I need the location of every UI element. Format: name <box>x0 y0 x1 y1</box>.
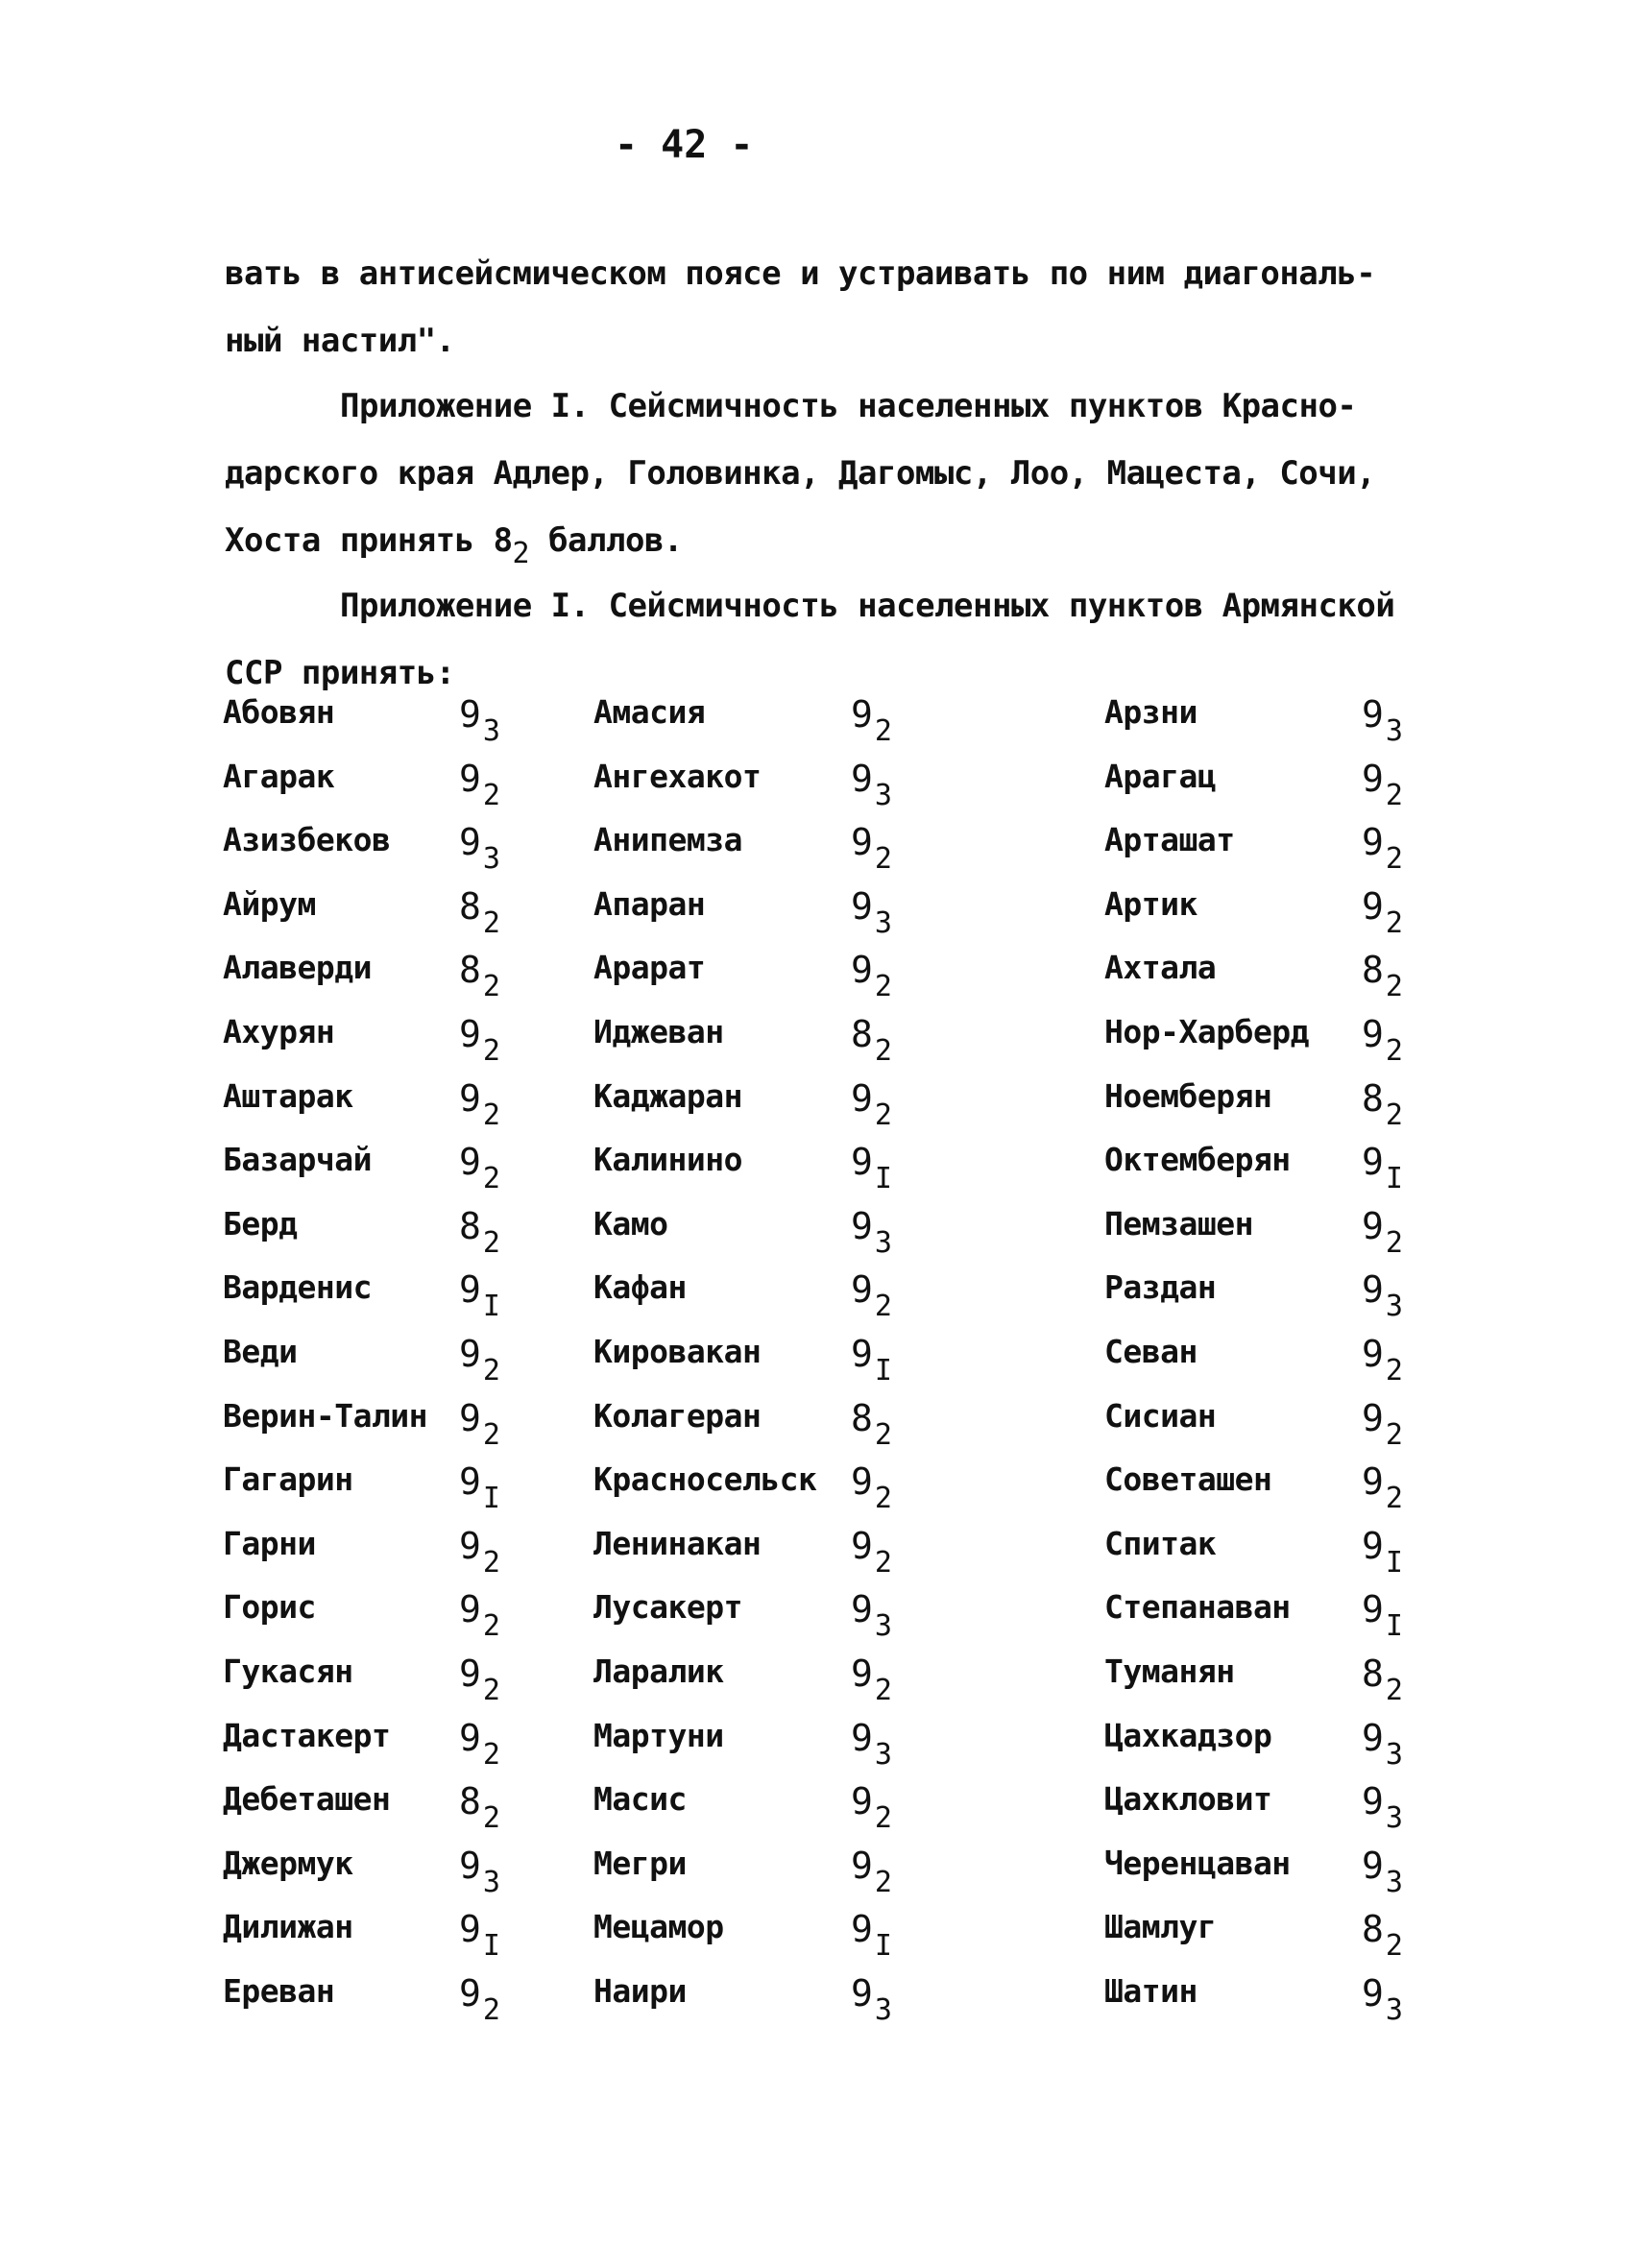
settlement-name: Мартуни <box>593 1716 724 1754</box>
score-value: 9 <box>459 1076 481 1120</box>
seismic-score <box>1362 1524 1403 1580</box>
score-subscript: 2 <box>482 1545 500 1580</box>
seismic-score <box>459 1396 500 1452</box>
settlement-name: Цахкловит <box>1104 1780 1272 1819</box>
score-value: 9 <box>459 1971 481 2015</box>
seismic-score <box>851 1141 892 1196</box>
score-value: 9 <box>851 1652 873 1695</box>
score-subscript: 2 <box>482 1673 500 1707</box>
score-subscript: 2 <box>482 1098 500 1132</box>
score-subscript: 2 <box>482 1992 500 2027</box>
settlement-name: Кировакан <box>593 1332 762 1370</box>
seismic-score <box>851 1396 892 1452</box>
score-value: 9 <box>851 949 873 992</box>
seismic-score <box>851 821 892 877</box>
settlement-name: Алаверди <box>223 949 372 987</box>
seismic-score <box>851 1012 892 1068</box>
seismic-score <box>1362 821 1403 877</box>
seismic-score <box>459 1460 500 1516</box>
seismic-score <box>1362 1588 1403 1644</box>
score-subscript: 2 <box>482 778 500 812</box>
settlement-name: Дастакерт <box>223 1716 391 1754</box>
score-value: 9 <box>459 1652 481 1695</box>
seismic-score <box>1362 1844 1403 1899</box>
seismic-score <box>1362 1141 1403 1196</box>
score-value: 8 <box>459 949 481 992</box>
score-value: 8 <box>459 1204 481 1247</box>
settlement-name: Арагац <box>1104 757 1217 795</box>
settlement-name: Арзни <box>1104 693 1197 731</box>
settlement-name: Ангехакот <box>593 757 762 795</box>
score-subscript: 2 <box>1385 970 1403 1004</box>
settlement-name: Арарат <box>593 949 706 987</box>
score-subscript: 2 <box>874 1673 892 1707</box>
score-value: 8 <box>459 1780 481 1823</box>
score-value: 9 <box>1362 1844 1384 1887</box>
score-value: 9 <box>1362 1204 1384 1247</box>
settlement-name: Туманян <box>1104 1652 1235 1690</box>
seismic-score <box>1362 1332 1403 1387</box>
paragraph-line: дарского края Адлер, Головинка, Дагомыс, Лоо, Мацеста, Сочи, <box>225 454 1376 493</box>
paragraph-armenia <box>225 572 1464 707</box>
seismic-score <box>851 1524 892 1580</box>
seismic-score <box>459 1141 500 1196</box>
settlement-name: Каджаран <box>593 1076 742 1115</box>
settlement-name: Абовян <box>223 693 335 731</box>
score-value: 9 <box>1362 1396 1384 1439</box>
seismic-score <box>851 1268 892 1324</box>
score-subscript: 3 <box>874 1609 892 1644</box>
score-subscript: 2 <box>874 842 892 877</box>
settlement-name: Ахурян <box>223 1012 335 1050</box>
seismic-score <box>851 1588 892 1644</box>
settlement-name: Артик <box>1104 884 1197 923</box>
score-subscript: I <box>874 1162 892 1196</box>
score-subscript: 2 <box>482 1225 500 1260</box>
score-subscript: 3 <box>874 1225 892 1260</box>
settlement-name: Советашен <box>1104 1460 1272 1499</box>
settlement-name: Гукасян <box>223 1652 353 1690</box>
seismic-score <box>1362 1908 1403 1964</box>
score-subscript: 3 <box>874 1992 892 2027</box>
seismic-score <box>459 1524 500 1580</box>
score-value: 9 <box>1362 821 1384 864</box>
settlement-name: Джермук <box>223 1844 353 1882</box>
score-value: 9 <box>459 1396 481 1439</box>
score-value: 9 <box>1362 1971 1384 2015</box>
seismic-score <box>1362 1780 1403 1836</box>
settlement-name: Шамлуг <box>1104 1908 1217 1946</box>
settlement-name: Ереван <box>223 1971 335 2010</box>
settlement-name: Горис <box>223 1588 316 1627</box>
seismic-score <box>459 693 500 748</box>
score-value: 9 <box>459 1524 481 1567</box>
score-value: 9 <box>1362 1524 1384 1567</box>
seismic-score <box>459 1076 500 1132</box>
score-subscript: 2 <box>874 1801 892 1836</box>
score-value: 9 <box>459 1141 481 1184</box>
score-subscript: 2 <box>482 1737 500 1772</box>
seismic-score <box>1362 1652 1403 1707</box>
settlement-name: Азизбеков <box>223 821 391 859</box>
settlement-name: Дилижан <box>223 1908 353 1946</box>
seismic-score <box>851 884 892 940</box>
seismic-score <box>459 1012 500 1068</box>
seismic-score <box>459 1652 500 1707</box>
settlement-name: Пемзашен <box>1104 1204 1253 1243</box>
score-value: 9 <box>459 693 481 736</box>
score-subscript: 2 <box>1385 1225 1403 1260</box>
score-subscript: 2 <box>874 1417 892 1452</box>
score-subscript: I <box>482 1290 500 1324</box>
score-subscript: I <box>874 1929 892 1964</box>
score-subscript: 2 <box>1385 1098 1403 1132</box>
seismic-score <box>1362 1971 1403 2027</box>
score-subscript: 3 <box>1385 1801 1403 1836</box>
settlement-name: Гарни <box>223 1524 316 1562</box>
score-value: 9 <box>1362 1012 1384 1055</box>
score-value: 9 <box>1362 1588 1384 1631</box>
score-value: 9 <box>851 1588 873 1631</box>
settlement-name: Нор-Харберд <box>1104 1012 1310 1050</box>
score-subscript: 2 <box>874 1545 892 1580</box>
seismic-score <box>1362 1460 1403 1516</box>
settlement-name: Базарчай <box>223 1141 372 1179</box>
score-subscript: 2 <box>1385 1353 1403 1387</box>
seismic-score <box>459 1588 500 1644</box>
score-subscript: 3 <box>482 842 500 877</box>
seismic-score <box>459 1268 500 1324</box>
seismic-score <box>851 1844 892 1899</box>
score-value: 9 <box>1362 1268 1384 1312</box>
settlement-name: Севан <box>1104 1332 1197 1370</box>
score-subscript: 2 <box>512 537 530 570</box>
score-value: 9 <box>459 1332 481 1375</box>
score-subscript: 3 <box>482 714 500 748</box>
settlement-name: Калинино <box>593 1141 742 1179</box>
score-subscript: 2 <box>482 1801 500 1836</box>
settlement-name: Сисиан <box>1104 1396 1217 1435</box>
score-value: 9 <box>851 884 873 928</box>
score-subscript: 2 <box>874 1098 892 1132</box>
score-subscript: 2 <box>874 1290 892 1324</box>
seismic-score <box>851 949 892 1004</box>
seismic-score <box>851 1652 892 1707</box>
settlement-name: Черенцаван <box>1104 1844 1291 1882</box>
seismic-score <box>459 1971 500 2027</box>
score-value: 9 <box>851 1076 873 1120</box>
score-value: 9 <box>851 1141 873 1184</box>
seismic-score <box>459 1844 500 1899</box>
score-subscript: 2 <box>1385 778 1403 812</box>
score-value: 9 <box>1362 1460 1384 1504</box>
score-subscript: 2 <box>482 1417 500 1452</box>
score-subscript: 3 <box>1385 714 1403 748</box>
score-subscript: 2 <box>1385 842 1403 877</box>
seismic-score <box>851 1780 892 1836</box>
settlement-name: Раздан <box>1104 1268 1217 1307</box>
score-value: 9 <box>851 1780 873 1823</box>
score-subscript: 3 <box>874 905 892 940</box>
score-value: 9 <box>851 1524 873 1567</box>
score-subscript: 2 <box>1385 905 1403 940</box>
score-subscript: 2 <box>482 970 500 1004</box>
settlement-name: Лусакерт <box>593 1588 742 1627</box>
score-subscript: 2 <box>482 905 500 940</box>
seismic-score <box>459 949 500 1004</box>
score-subscript: I <box>482 1929 500 1964</box>
seismic-score <box>851 1332 892 1387</box>
score-value: 9 <box>1362 1780 1384 1823</box>
score-subscript: 2 <box>1385 1033 1403 1068</box>
settlement-name: Айрум <box>223 884 316 923</box>
seismic-score <box>851 757 892 812</box>
score-subscript: 2 <box>1385 1929 1403 1964</box>
seismic-score <box>1362 1076 1403 1132</box>
settlement-name: Камо <box>593 1204 668 1243</box>
score-subscript: I <box>482 1482 500 1516</box>
paragraph-line: Приложение I. Сейсмичность населенных пунктов Красно- <box>340 387 1357 425</box>
seismic-score <box>1362 693 1403 748</box>
score-value: 9 <box>459 757 481 800</box>
settlement-name: Мегри <box>593 1844 687 1882</box>
settlement-name: Ахтала <box>1104 949 1217 987</box>
score-value: 9 <box>851 1332 873 1375</box>
score-subscript: 3 <box>1385 1992 1403 2027</box>
seismic-score <box>1362 884 1403 940</box>
seismic-score <box>851 1076 892 1132</box>
score-subscript: 2 <box>874 1482 892 1516</box>
score-subscript: I <box>1385 1609 1403 1644</box>
score-subscript: 3 <box>874 778 892 812</box>
seismic-score <box>851 1204 892 1260</box>
settlement-name: Мецамор <box>593 1908 724 1946</box>
settlement-name: Иджеван <box>593 1012 724 1050</box>
settlement-name: Ларалик <box>593 1652 724 1690</box>
seismic-score <box>1362 1012 1403 1068</box>
paragraph-line: баллов. <box>529 521 683 560</box>
paragraph-line: ный настил". <box>225 322 455 360</box>
settlement-name: Ленинакан <box>593 1524 762 1562</box>
score-value: 9 <box>459 1908 481 1951</box>
score-value: 9 <box>459 1844 481 1887</box>
score-value: 9 <box>851 1971 873 2015</box>
score-value: 9 <box>851 1908 873 1951</box>
score-subscript: 3 <box>1385 1865 1403 1899</box>
seismic-score <box>459 1332 500 1387</box>
score-value: 9 <box>459 821 481 864</box>
score-subscript: I <box>874 1353 892 1387</box>
settlement-name: Амасия <box>593 693 706 731</box>
score-subscript: 2 <box>482 1162 500 1196</box>
settlement-name: Гагарин <box>223 1460 353 1499</box>
settlement-name: Спитак <box>1104 1524 1217 1562</box>
score-value: 9 <box>459 1012 481 1055</box>
score-value: 9 <box>1362 884 1384 928</box>
score-value: 9 <box>459 1268 481 1312</box>
score-subscript: 3 <box>1385 1290 1403 1324</box>
score-subscript: 3 <box>482 1865 500 1899</box>
seismic-score <box>1362 949 1403 1004</box>
score-value: 9 <box>1362 1141 1384 1184</box>
score-value: 9 <box>1362 1716 1384 1759</box>
score-value: 9 <box>851 1716 873 1759</box>
settlement-name: Наири <box>593 1971 687 2010</box>
seismic-score <box>1362 1396 1403 1452</box>
settlement-name: Берд <box>223 1204 298 1243</box>
score-value: 9 <box>1362 757 1384 800</box>
score-value: 8 <box>1362 949 1384 992</box>
paragraph-continuation <box>225 240 1464 374</box>
seismic-score <box>1362 1268 1403 1324</box>
settlement-name: Варденис <box>223 1268 372 1307</box>
settlement-name: Кафан <box>593 1268 687 1307</box>
settlement-name: Ноемберян <box>1104 1076 1272 1115</box>
score-value: 9 <box>851 1844 873 1887</box>
seismic-score <box>459 821 500 877</box>
score-subscript: 2 <box>1385 1482 1403 1516</box>
seismic-score <box>459 757 500 812</box>
seismic-score <box>851 693 892 748</box>
settlement-name: Масис <box>593 1780 687 1819</box>
settlement-name: Аштарак <box>223 1076 353 1115</box>
seismic-score <box>851 1716 892 1772</box>
seismic-score <box>459 1204 500 1260</box>
score-subscript: 2 <box>874 970 892 1004</box>
score-value: 9 <box>851 1460 873 1504</box>
settlement-name: Арташат <box>1104 821 1235 859</box>
settlement-name: Октемберян <box>1104 1141 1291 1179</box>
score-value: 9 <box>459 1588 481 1631</box>
paragraph-line: ССР принять: <box>225 654 455 692</box>
score-value: 8 <box>1362 1076 1384 1120</box>
seismic-score <box>459 1716 500 1772</box>
seismic-score <box>459 1908 500 1964</box>
score-subscript: 2 <box>874 1033 892 1068</box>
seismic-score <box>1362 1716 1403 1772</box>
seismic-score <box>1362 1204 1403 1260</box>
settlement-name: Верин-Талин <box>223 1396 428 1435</box>
score-value: 8 <box>851 1396 873 1439</box>
score-value: 9 <box>851 1204 873 1247</box>
settlement-name: Колагеран <box>593 1396 762 1435</box>
score-value: 9 <box>459 1460 481 1504</box>
score-value: 9 <box>459 1716 481 1759</box>
score-value: 8 <box>851 1012 873 1055</box>
seismic-score <box>851 1908 892 1964</box>
settlement-name: Дебеташен <box>223 1780 391 1819</box>
settlement-name: Веди <box>223 1332 298 1370</box>
settlement-name: Апаран <box>593 884 706 923</box>
score-value: 9 <box>851 821 873 864</box>
settlement-name: Анипемза <box>593 821 742 859</box>
paragraph-line: Хоста принять 8 <box>225 521 513 560</box>
score-value: 9 <box>851 693 873 736</box>
score-subscript: 2 <box>1385 1417 1403 1452</box>
score-subscript: 3 <box>1385 1737 1403 1772</box>
seismic-score <box>459 1780 500 1836</box>
score-value: 9 <box>1362 1332 1384 1375</box>
score-value: 9 <box>851 1268 873 1312</box>
paragraph-krasnodar <box>225 373 1464 576</box>
score-subscript: 3 <box>874 1737 892 1772</box>
settlement-name: Агарак <box>223 757 335 795</box>
score-subscript: 2 <box>482 1353 500 1387</box>
page-number: - 42 - <box>615 123 754 167</box>
seismic-score <box>1362 757 1403 812</box>
seismic-score <box>851 1971 892 2027</box>
score-value: 8 <box>1362 1908 1384 1951</box>
score-subscript: 2 <box>874 1865 892 1899</box>
settlement-name: Степанаван <box>1104 1588 1291 1627</box>
settlement-name: Шатин <box>1104 1971 1197 2010</box>
settlement-name: Цахкадзор <box>1104 1716 1272 1754</box>
paragraph-line: вать в антисейсмическом поясе и устраивать по ним диагональ- <box>225 254 1376 293</box>
score-subscript: I <box>1385 1162 1403 1196</box>
score-value: 8 <box>459 884 481 928</box>
score-subscript: 2 <box>1385 1673 1403 1707</box>
score-subscript: I <box>1385 1545 1403 1580</box>
seismic-score <box>851 1460 892 1516</box>
score-subscript: 2 <box>482 1609 500 1644</box>
settlement-name: Красносельск <box>593 1460 817 1499</box>
score-subscript: 2 <box>482 1033 500 1068</box>
score-value: 9 <box>1362 693 1384 736</box>
score-value: 9 <box>851 757 873 800</box>
paragraph-line: Приложение I. Сейсмичность населенных пунктов Армянской <box>340 587 1395 625</box>
score-value: 8 <box>1362 1652 1384 1695</box>
score-subscript: 2 <box>874 714 892 748</box>
seismic-score <box>459 884 500 940</box>
